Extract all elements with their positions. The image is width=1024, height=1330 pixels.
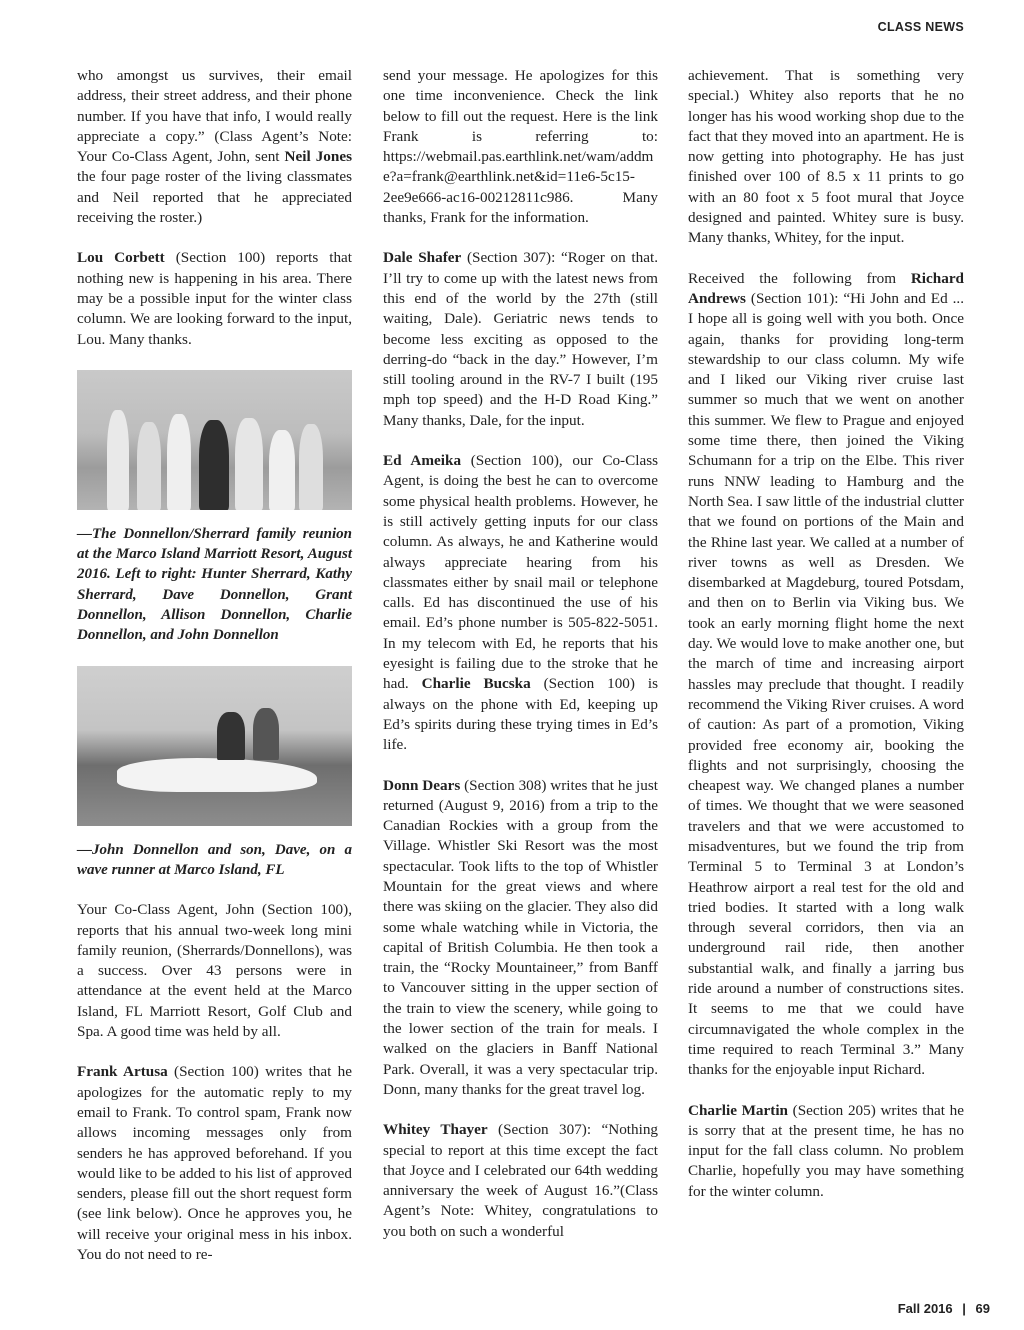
section-header: CLASS NEWS	[877, 20, 964, 34]
classmate-name: Ed Ameika	[383, 452, 462, 470]
classmate-name: Charlie Bucska	[421, 675, 531, 693]
classmate-name: Whitey Thayer	[383, 1121, 488, 1139]
classmate-name: Donn Dears	[383, 776, 461, 794]
classmate-name: Charlie Martin	[688, 1101, 788, 1119]
footer-separator: |	[962, 1301, 966, 1316]
issue-label: Fall 2016	[897, 1301, 953, 1316]
paragraph: Received the following from Richard Andrews (Section 101): “Hi John and Ed ... I hope all is going well with you both. Once again, thanks for providing long-term stewardship to our class column. My wife and I liked our Viking river cruise last summer so much that we went on another this summer. We flew to Prague and enjoyed some time there, then joined the Viking Schumann for a trip on the Elbe. This river runs NNW leading to Hamburg and the North Sea. I saw little of the industrial clutter that we found on portions of the Main and the Rhine last year. We called at a number of river towns as well as Dresden. We disembarked at Magdeburg, toured Potsdam, and then on to Berlin via Viking bus. We took an early morning flight home the next day. We would love to make another one, but the march of time and increasing airport hassles may preclude that thought. I readily recommend the Viking River cruises. A word of caution: As part of a promotion, Viking provided free economy air, booking the flights and not surprisingly, choosing the cheapest way. We changed planes a number of times. We thought that we were seasoned travelers and that we were accustomed to misadventures, but we found the trip from Terminal 5 to Terminal 3 at London’s Heathrow airport a real test for the old and tried bodies. It started with a long walk through several corridors, then via an underground rail ride, then another substantial walk, and finally a jarring bus ride around a number of constructions sites. It seems to me that we could have circumnavigated the whole complex in the time required to reach Terminal 3.” Many thanks for the enjoyable input Richard.	[688, 269, 964, 1079]
classmate-name: Frank Artusa	[77, 1063, 168, 1081]
page-footer	[898, 1301, 990, 1316]
paragraph: Ed Ameika (Section 100), our Co-Class Agent, is doing the best he can to overcome some physical health problems. However, he is still actively getting inputs for our class column. As always, he and Katherine would always appreciate hearing from his classmates either by snail mail or telephone calls. Ed has discontinued the use of his email. Ed’s phone number is 505-822-5051. In my telecom with Ed, he reports that his eyesight is failing due to the stroke that he had. Charlie Bucska (Section 100) is always on the phone with Ed, keeping up Ed’s spirits during these trying times in Ed’s life.	[383, 452, 659, 754]
photo-caption: —The Donnellon/Sherrard family reunion at the Marco Island Marriott Resort, August 2016. Left to right: Hunter Sherrard, Kathy Sherrard, Dave Donnellon, Grant Donnellon, Allison Donnellon, Charlie Donnellon, and John Donnellon	[77, 525, 352, 644]
classmate-name: Dale Shafer	[383, 249, 462, 267]
wave-runner-photo	[77, 666, 352, 826]
column-3	[688, 66, 964, 1222]
paragraph: Donn Dears (Section 308) writes that he just returned (August 9, 2016) from a trip to the Canadian Rockies with a group from the Village. Whistler Ski Resort was the most spectacular. Took lifts to the top of Whistler Mountain for the great views and where there was skiing on the glacier. They also did some whale watching while in Victoria, the capital of British Columbia. He then took a train, the “Rocky Mountaineer,” from Banff to Vancouver sitting in the upper section of the train to view the scenery, while going to the lower section of the train for meals. I walked on the glaciers in Banff National Park. Overall, it was a very spectacular trip. Donn, many thanks for the great travel log.	[383, 776, 658, 1098]
classmate-name: Lou Corbett	[77, 249, 165, 267]
classmate-name: Richard Andrews	[688, 269, 964, 307]
page-number: 69	[975, 1301, 990, 1316]
column-2	[383, 66, 658, 1262]
paragraph: Lou Corbett (Section 100) reports that nothing new is happening in his area. There may be a possible input for the winter class column. We are looking forward to the input, Lou. Many thanks.	[77, 249, 352, 348]
column-1	[77, 66, 352, 1285]
paragraph: Your Co-Class Agent, John (Section 100), reports that his annual two-week long mini family reunion, (Sherrards/Donnellons), was a success. Over 43 persons were in attendance at the event held at the Marco Island, FL Marriott Resort, Golf Club and Spa. A good time was held by all.	[77, 901, 352, 1041]
paragraph: Dale Shafer (Section 307): “Roger on that. I’ll try to come up with the latest news from this end of the world by the 27th (still waiting, Dale). Geriatric news tends to become less exciting as opposed to the derring-do “back in the day.” However, I’m still tooling around in the RV-7 I built (195 mph top speed) and the H-D Road King.” Many thanks, Dale, for the input.	[383, 249, 658, 429]
paragraph: Whitey Thayer (Section 307): “Nothing special to report at this time except the fact that Joyce and I celebrated our 64th wedding anniversary the week of August 16.”(Class Agent’s Note: Whitey, congratulations to you both on such a wonderful	[383, 1121, 659, 1240]
paragraph: Charlie Martin (Section 205) writes that he is sorry that at the present time, he has no input for the fall class column. No problem Charlie, hopefully you may have something for the winter column.	[688, 1101, 964, 1200]
paragraph: send your message. He apologizes for this one time inconvenience. Check the link below to fill out the request. Here is the link Frank is referring to: https://webmail.pas.earthlink.net/wam/addme?a=frank@earthlink.net&id=11e6-5c15-2ee9e666-ac16-00212811c986. Many thanks, Frank for the information.	[383, 67, 658, 227]
paragraph: Frank Artusa (Section 100) writes that he apologizes for the automatic reply to my email to Frank. To control spam, Frank now allows incoming messages only from senders he has approved beforehand. If you would like to be added to his list of approved senders, please fill out the short request form (see link below). Once he approves you, he will receive your original mess in his inbox. You do not need to re-	[77, 1063, 352, 1263]
paragraph: who amongst us survives, their email address, their street address, and their phone number. If you have that info, I would really appreciate a copy.” (Class Agent’s Note: Your Co-Class Agent, John, sent Neil Jones the four page roster of the living classmates and Neil reported that he appreciated receiving the roster.)	[77, 67, 352, 227]
paragraph: achievement. That is something very special.) Whitey also reports that he no longer has his wood working shop due to the fact that they moved into an apartment. He is now getting into photography. He has just finished over 100 of 8.5 x 11 prints to go with an 80 foot x 5 foot mural that Joyce designed and painted. Whitey sure is busy. Many thanks, Whitey, for the input.	[688, 67, 964, 247]
family-reunion-photo	[77, 370, 352, 510]
classmate-name: Neil Jones	[284, 148, 352, 166]
photo-caption: —John Donnellon and son, Dave, on a wave runner at Marco Island, FL	[77, 841, 352, 878]
